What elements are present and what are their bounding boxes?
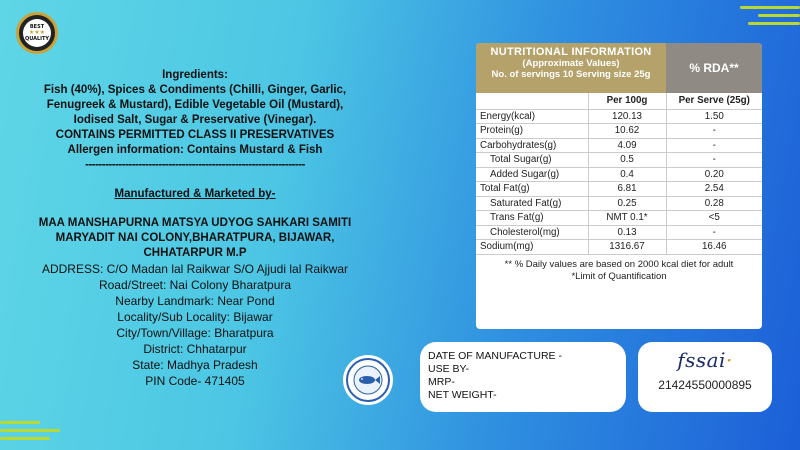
company-line: MARYADIT NAI COLONY,BHARATPURA, BIJAWAR,	[55, 232, 335, 244]
nutrient-per100: 1316.67	[588, 240, 666, 255]
table-row	[476, 167, 762, 182]
mrp-label: MRP-	[428, 376, 455, 388]
decorative-stripes-top-right	[730, 0, 800, 40]
preservatives-line: CONTAINS PERMITTED CLASS II PRESERVATIVES	[55, 129, 335, 141]
nutrient-per100: 0.25	[588, 196, 666, 211]
nutrient-per100: NMT 0.1*	[588, 211, 666, 226]
fish-seal-icon	[343, 355, 393, 405]
address-line: Locality/Sub Locality: Bijawar	[117, 310, 273, 324]
net-weight-label: NET WEIGHT-	[428, 389, 497, 401]
nutrient-per100: 0.5	[588, 153, 666, 168]
address-line: Nearby Landmark: Near Pond	[115, 294, 275, 308]
nutrient-name: Protein(g)	[476, 124, 588, 139]
nutrient-per100: 6.81	[588, 182, 666, 197]
table-row	[476, 211, 762, 226]
ingredients-title: Ingredients:	[162, 69, 228, 81]
divider-line: ------------------------------------------------------------------	[85, 159, 305, 171]
nutrition-table	[476, 93, 762, 255]
nutrient-name: Sodium(mg)	[476, 240, 588, 255]
table-row	[476, 182, 762, 197]
ingredients-line: Fish (40%), Spices & Condiments (Chilli, Ginger, Garlic,	[43, 84, 347, 96]
address-line: PIN Code- 471405	[145, 374, 245, 388]
col-perserve-header: Per Serve (25g)	[666, 93, 762, 109]
footnote-rda: ** % Daily values are based on 2000 kcal diet for adult	[504, 258, 734, 270]
address-line: State: Madhya Pradesh	[132, 358, 258, 372]
nutrient-name: Cholesterol(mg)	[476, 225, 588, 240]
ingredients-line: Fenugreek & Mustard), Edible Vegetable Oil (Mustard),	[46, 99, 344, 111]
nutrient-perserve: -	[666, 153, 762, 168]
rda-header: % RDA**	[666, 43, 762, 93]
address-line: City/Town/Village: Bharatpura	[116, 326, 274, 340]
best-quality-badge-icon: BEST ★★★ QUALITY	[16, 12, 58, 54]
fssai-box	[638, 342, 772, 412]
footnote-loq: *Limit of Quantification	[571, 270, 667, 282]
nutrient-perserve: -	[666, 225, 762, 240]
nutrient-perserve: -	[666, 124, 762, 139]
nutrient-name: Energy(kcal)	[476, 109, 588, 124]
nutrient-per100: 0.4	[588, 167, 666, 182]
dates-info-box	[420, 342, 626, 412]
allergen-line: Allergen information: Contains Mustard & Fish	[67, 144, 323, 156]
nutrient-perserve: 0.28	[666, 196, 762, 211]
nutrient-per100: 4.09	[588, 138, 666, 153]
table-row	[476, 138, 762, 153]
use-by-label: USE BY-	[428, 363, 470, 375]
nutrient-perserve: 0.20	[666, 167, 762, 182]
nutrient-perserve: 2.54	[666, 182, 762, 197]
nutrient-perserve: -	[666, 138, 762, 153]
company-line: CHHATARPUR M.P	[143, 247, 247, 259]
nutrition-title: NUTRITIONAL INFORMATION	[490, 46, 652, 58]
nutrient-perserve: <5	[666, 211, 762, 226]
nutrition-servings: No. of servings 10 Serving size 25g	[491, 69, 651, 80]
table-header-row	[476, 93, 762, 109]
nutrient-per100: 10.62	[588, 124, 666, 139]
decorative-stripes-bottom-left	[0, 390, 80, 450]
nutrient-perserve: 16.46	[666, 240, 762, 255]
nutrient-per100: 0.13	[588, 225, 666, 240]
address-line: District: Chhatarpur	[143, 342, 247, 356]
manufactured-by-title: Manufactured & Marketed by-	[114, 188, 276, 200]
col-per100-header: Per 100g	[588, 93, 666, 109]
badge-line1: BEST	[29, 24, 45, 30]
table-row	[476, 153, 762, 168]
nutrient-name: Total Fat(g)	[476, 182, 588, 197]
table-row	[476, 124, 762, 139]
date-of-manufacture-label: DATE OF MANUFACTURE -	[428, 350, 562, 362]
nutrition-header	[476, 43, 762, 93]
label-text-block	[30, 68, 360, 389]
address-line: ADDRESS: C/O Madan lal Raikwar S/O Ajjudi lal Raikwar	[41, 262, 349, 276]
fssai-logo-icon: fssai·	[677, 348, 733, 372]
nutrient-per100: 120.13	[588, 109, 666, 124]
nutrition-panel	[476, 43, 762, 329]
nutrition-footnote	[476, 255, 762, 283]
nutrient-name: Total Sugar(g)	[476, 153, 588, 168]
table-row	[476, 196, 762, 211]
nutrient-name: Added Sugar(g)	[476, 167, 588, 182]
company-line: MAA MANSHAPURNA MATSYA UDYOG SAHKARI SAMITI	[38, 217, 352, 229]
nutrient-name: Trans Fat(g)	[476, 211, 588, 226]
nutrient-name: Carbohydrates(g)	[476, 138, 588, 153]
nutrient-perserve: 1.50	[666, 109, 762, 124]
fssai-license-number: 21424550000895	[658, 378, 752, 392]
table-row	[476, 109, 762, 124]
nutrition-subtitle: (Approximate Values)	[522, 58, 620, 69]
ingredients-line: Iodised Salt, Sugar & Preservative (Vinegar).	[73, 114, 317, 126]
address-line: Road/Street: Nai Colony Bharatpura	[98, 278, 292, 292]
badge-line2: QUALITY	[24, 36, 50, 42]
table-row	[476, 225, 762, 240]
table-row	[476, 240, 762, 255]
nutrient-name: Saturated Fat(g)	[476, 196, 588, 211]
